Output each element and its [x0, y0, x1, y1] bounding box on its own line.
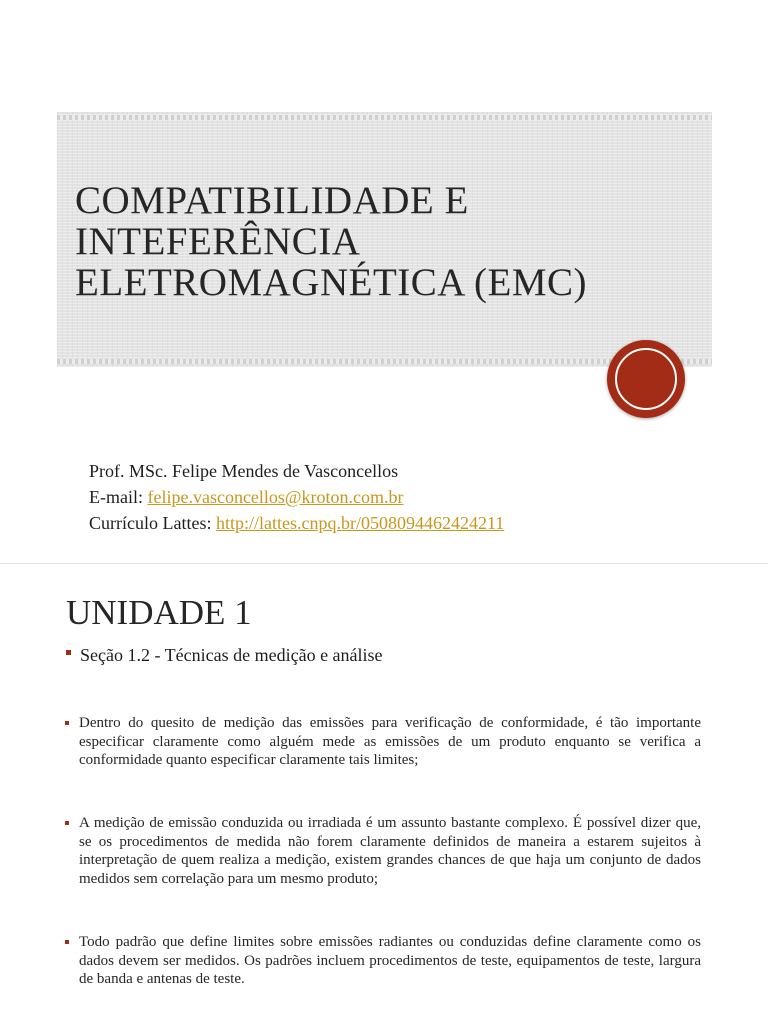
paragraph-2-text: A medição de emissão conduzida ou irradiada é um assunto bastante complexo. É possível dizer que, se os procedimentos de medida não forem claramente definidos de maneira a estarem sujeitos à interpretação de quem realiza a medição, existem grandes chances de que haja um conjunto de dados medidos sem correlação para um mesmo produto;	[79, 815, 701, 887]
main-title	[75, 180, 695, 303]
paragraph-2	[65, 814, 701, 888]
email-link[interactable]: felipe.vasconcellos@kroton.com.br	[147, 487, 404, 507]
lattes-link[interactable]: http://lattes.cnpq.br/0508094462424211	[215, 513, 505, 533]
paragraph-3	[65, 933, 701, 989]
section-label: Seção 1.2 - Técnicas de medição e análise	[80, 645, 383, 665]
paragraph-1	[65, 714, 701, 770]
title-line-3: ELETROMAGNÉTICA (EMC)	[75, 261, 588, 304]
paragraph-3-text: Todo padrão que define limites sobre emissões radiantes ou conduzidas define claramente como os dados devem ser medidos. Os padrões incluem procedimentos de teste, equipamentos de teste, largura de banda e antenas de teste.	[79, 934, 701, 987]
email-label: E-mail:	[89, 487, 148, 507]
square-bullet-icon	[65, 940, 69, 944]
title-line-1: COMPATIBILIDADE E	[75, 179, 469, 222]
email-row	[89, 484, 729, 510]
author-block	[89, 458, 729, 536]
lattes-label: Currículo Lattes:	[89, 513, 216, 533]
slide-divider	[0, 563, 768, 564]
square-bullet-icon	[66, 650, 71, 655]
section-item	[66, 643, 716, 667]
author-name: Prof. MSc. Felipe Mendes de Vasconcellos	[89, 461, 399, 481]
paragraph-1-text: Dentro do quesito de medição das emissões para verificação de conformidade, é tão importante especificar claramente como alguém mede as emissões de um produto enquanto se verifica a conformidade quanto especificar claramente tais limites;	[79, 715, 701, 768]
title-line-2: INTEFERÊNCIA	[75, 220, 361, 263]
unit-heading: UNIDADE 1	[66, 593, 252, 632]
square-bullet-icon	[65, 821, 69, 825]
double-circle-emblem-icon	[607, 340, 685, 418]
lattes-row	[89, 510, 729, 536]
square-bullet-icon	[65, 721, 69, 725]
